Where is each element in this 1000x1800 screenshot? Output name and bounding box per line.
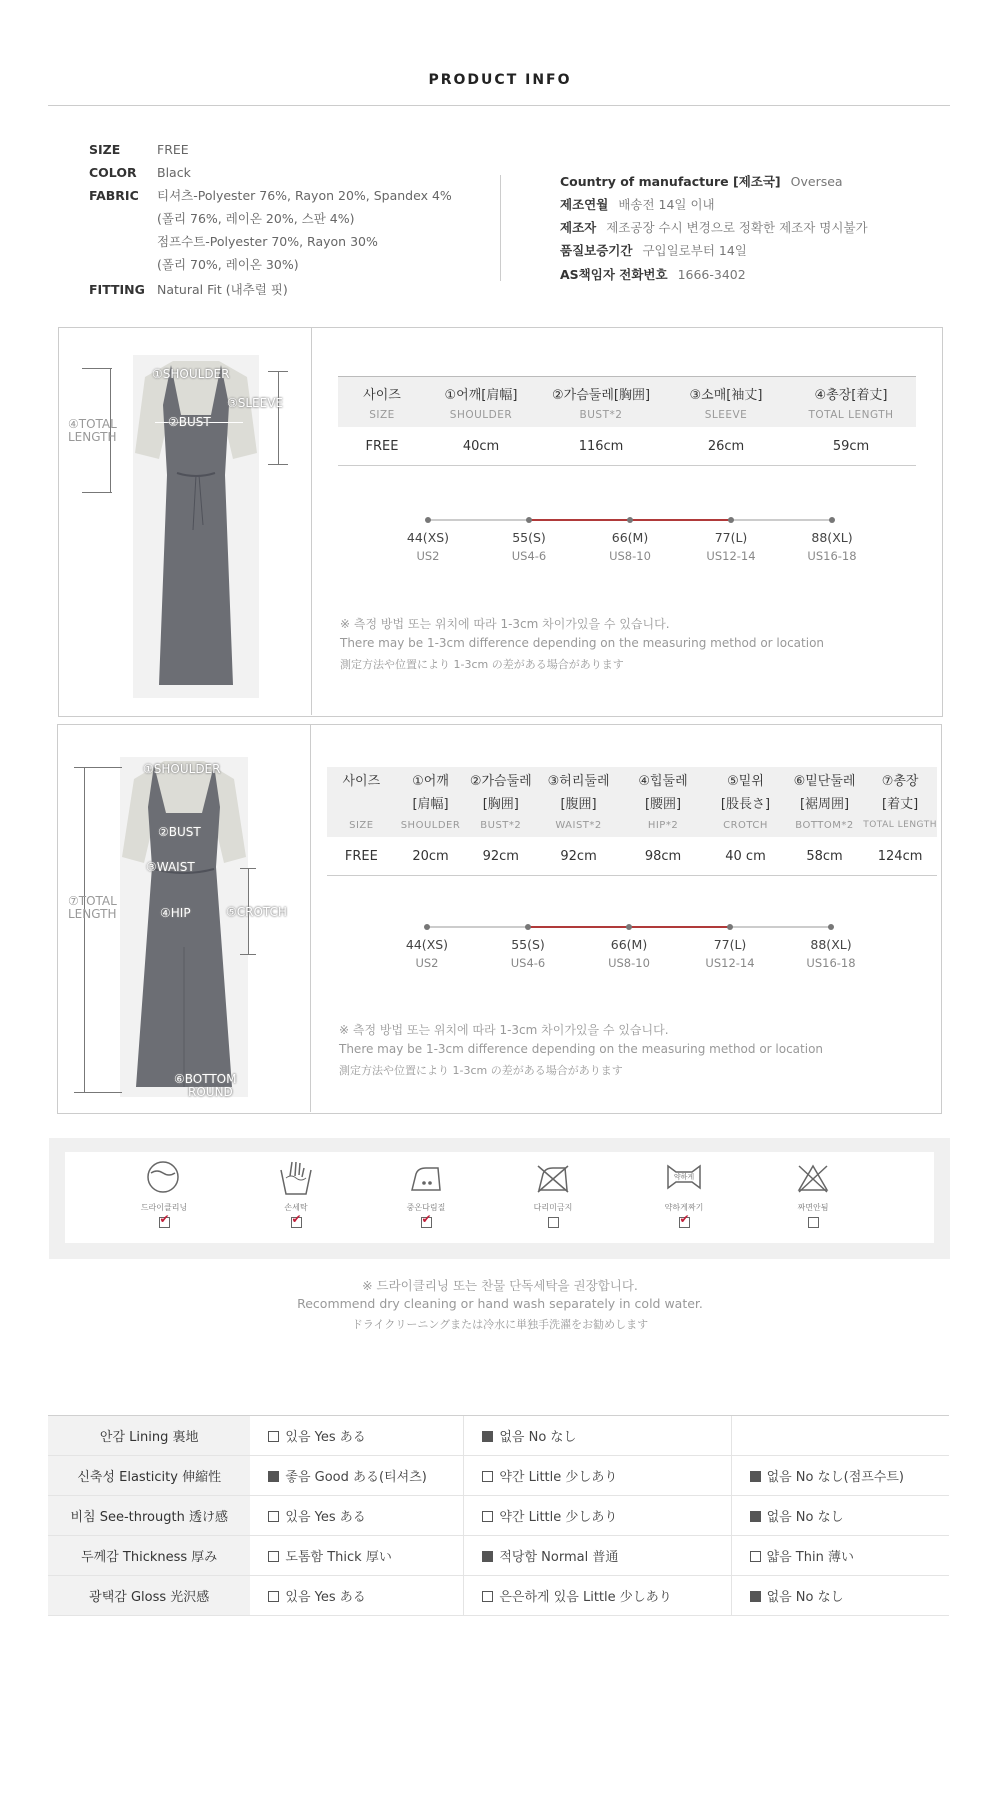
country-value: Oversea [790,174,843,189]
material-option [250,1576,463,1616]
option-label: 있음 Yes ある [285,1430,366,1445]
option-checkbox[interactable] [750,1511,761,1522]
total-length-tick [74,1092,122,1093]
table-header: 사이즈 [338,377,426,403]
page-title: PRODUCT INFO [428,72,572,88]
fitting-label: FITTING [89,282,145,297]
table-cell: 124cm [863,837,937,876]
care-item [386,1160,466,1232]
iron-medium-icon [408,1160,444,1196]
crotch-tick [240,954,256,955]
info-divider [500,175,501,281]
care-label: 손세탁 [284,1203,308,1212]
option-label: 도톰함 Thick 厚い [285,1550,392,1565]
shoulder-label: ①SHOULDER [152,367,230,381]
care-checkbox[interactable] [679,1212,690,1228]
spec-fitting [89,278,288,301]
material-option [464,1416,731,1456]
option-label: 약간 Little 少しあり [499,1510,618,1525]
option-checkbox[interactable] [482,1431,493,1442]
table-header: ③허리둘레 [536,767,621,791]
table-row [48,1496,949,1536]
material-option [250,1496,463,1536]
as-label: AS책임자 전화번호 [560,267,668,282]
size-scale-label: 44(XS) [406,530,450,545]
fabric-line: (폴리 70%, 레이온 30%) [157,257,299,272]
warranty-label: 품질보증기간 [560,243,633,258]
care-checkbox[interactable] [421,1212,432,1228]
table-subheader: TOTAL LENGTH [863,813,937,837]
spec-size [89,138,189,161]
size-scale-label: 77(L) [713,937,747,952]
table-cell: FREE [338,427,426,466]
table-header: 사이즈 [327,767,396,791]
spec-color [89,161,191,184]
option-label: 없음 No なし [499,1430,577,1445]
size-scale-label: 66(M) [611,530,649,545]
size-scale-dot [424,924,430,930]
date-label: 제조연월 [560,197,609,212]
table-header: ④힙둘레 [621,767,705,791]
material-option [464,1576,731,1616]
table-subheader: CROTCH [705,813,786,837]
table-cell: 59cm [786,427,916,466]
fabric-line: 점프수트-Polyester 70%, Rayon 30% [157,234,378,249]
table-header: ①어깨[肩幅] [426,377,536,403]
size-scale-us-label: US2 [415,956,439,970]
total-length-label: ⑦TOTAL [68,894,117,908]
manufacture-maker [560,218,868,236]
tshirt-size-table [338,377,916,466]
measure-note-en: There may be 1-3cm difference depending on the measuring method or location [340,636,825,650]
size-scale-label: 66(M) [610,937,648,952]
size-scale-us-label: US4-6 [510,956,546,970]
table-cell: 58cm [786,837,863,876]
table-subheader: SLEEVE [666,403,786,427]
table-cell: 20cm [396,837,466,876]
measure-note-kr: ※ 측정 방법 또는 위치에 따라 1-3cm 차이가있을 수 있습니다. [340,617,670,631]
wash-note-jp: ドライクリーニングまたは冷水に単独手洗濯をお勧めします [351,1318,649,1331]
option-checkbox[interactable] [268,1431,279,1442]
total-length-tick [82,492,112,493]
material-property-label: 두께감 Thickness 厚み [48,1536,250,1576]
option-label: 있음 Yes ある [285,1510,366,1525]
care-checkbox[interactable] [548,1217,559,1228]
size-scale-dot [829,517,835,523]
no-iron-icon [535,1160,571,1196]
as-value: 1666-3402 [677,267,746,282]
table-subheader: BUST*2 [465,813,536,837]
table-header [327,791,396,813]
material-option [731,1536,949,1576]
table-cell: 92cm [465,837,536,876]
table-row [48,1536,949,1576]
material-option [731,1496,949,1536]
bust-label: ②BUST [158,825,201,839]
option-checkbox[interactable] [482,1511,493,1522]
color-value: Black [157,165,191,180]
table-subheader: SHOULDER [426,403,536,427]
option-checkbox[interactable] [482,1591,493,1602]
bust-label: ②BUST [168,415,211,429]
sleeve-line [278,371,279,464]
shoulder-label: ①SHOULDER [143,762,221,776]
table-header: ④총장[着丈] [786,377,916,403]
size-value: FREE [157,142,189,157]
size-scale-dot [425,517,431,523]
table-row [48,1456,949,1496]
size-scale-label: 44(XS) [405,937,449,952]
table-cell: FREE [327,837,396,876]
table-cell: 98cm [621,837,705,876]
checkmark-icon: ✔ [159,1212,170,1226]
care-label: 드라이클리닝 [140,1203,188,1212]
checkmark-icon: ✔ [421,1212,432,1226]
material-option [250,1416,463,1456]
size-scale-dot [828,924,834,930]
color-label: COLOR [89,165,137,180]
table-header: [腰囲] [621,791,705,813]
table-header: [胸囲] [465,791,536,813]
checkmark-icon: ✔ [291,1212,302,1226]
material-property-label: 광택감 Gloss 光沢感 [48,1576,250,1616]
material-property-label: 신축성 Elasticity 伸縮性 [48,1456,250,1496]
care-item [124,1160,204,1232]
option-checkbox[interactable] [268,1591,279,1602]
total-length-label: LENGTH [68,430,117,444]
total-length-line [84,767,85,1092]
size-scale-us-label: US8-10 [609,549,651,563]
size-label: SIZE [89,142,121,157]
size-scale-label: 88(XL) [810,937,852,952]
option-label: 있음 Yes ある [285,1590,366,1605]
fabric-line: (폴리 76%, 레이온 20%, 스판 4%) [157,211,355,226]
table-subheader: BUST*2 [536,403,666,427]
material-option [464,1456,731,1496]
crotch-tick [240,868,256,869]
table-header: ①어깨 [396,767,466,791]
hip-label: ④HIP [160,906,191,920]
table-header: [肩幅] [396,791,466,813]
material-option [731,1416,949,1456]
table-cell: 116cm [536,427,666,466]
care-label: 중온다림질 [406,1203,446,1212]
material-property-label: 안감 Lining 裏地 [48,1416,250,1456]
option-label: 얇음 Thin 薄い [766,1550,854,1565]
size-scale-label: 55(S) [511,937,545,952]
measure-note-jp: 測定方法や位置により 1-3cm の差がある場合があります [340,658,624,671]
table-header: ②가슴둘레[胸囲] [536,377,666,403]
option-label: 좋음 Good ある(티셔츠) [285,1470,427,1485]
sleeve-label: ③SLEEVE [227,396,284,410]
care-item [644,1160,724,1232]
total-length-tick [74,767,122,768]
crotch-label: ⑤CROTCH [226,905,287,919]
care-label: 짜면안됨 [797,1203,829,1212]
care-checkbox[interactable] [291,1212,302,1228]
size-scale-us-label: US2 [416,549,440,563]
size-scale-us-label: US8-10 [608,956,650,970]
option-checkbox[interactable] [750,1591,761,1602]
manufacture-as [560,265,746,283]
warranty-value: 구입일로부터 14일 [642,243,747,258]
size-scale-us-label: US16-18 [806,956,856,970]
care-label: 다리미금지 [533,1203,573,1212]
dry-cleaning-icon [146,1160,182,1196]
jumpsuit-garment-image [120,757,248,1097]
bottom-round-label: ⑥BOTTOM [174,1072,237,1086]
fabric-label: FABRIC [89,188,139,203]
material-option [731,1576,949,1616]
table-subheader: BOTTOM*2 [786,813,863,837]
material-option [731,1456,949,1496]
material-properties-table [48,1416,949,1616]
table-subheader: SHOULDER [396,813,466,837]
panel-divider [310,725,311,1112]
waist-label: ③WAIST [146,860,195,874]
table-cell: 40 cm [705,837,786,876]
manufacture-warranty [560,241,747,259]
date-value: 배송전 14일 이내 [618,197,715,212]
table-subheader: HIP*2 [621,813,705,837]
material-option [464,1496,731,1536]
care-item [513,1160,593,1232]
fitting-value: Natural Fit (내추럴 핏) [157,282,288,297]
maker-value: 제조공장 수시 변경으로 정확한 제조자 명시불가 [606,220,868,235]
measure-note-en: There may be 1-3cm difference depending on the measuring method or location [339,1042,824,1056]
option-label: 없음 No なし [766,1510,844,1525]
option-label: 적당함 Normal 普通 [499,1550,619,1565]
option-checkbox[interactable] [750,1551,761,1562]
table-header: [裾周囲] [786,791,863,813]
wash-note-kr: ※ 드라이클리닝 또는 찬물 단독세탁을 권장합니다. [362,1278,638,1293]
table-header: [股長さ] [705,791,786,813]
table-top-border [338,376,916,377]
table-header: ②가슴둘레 [465,767,536,791]
table-cell: 40cm [426,427,536,466]
size-scale-us-label: US12-14 [705,956,755,970]
size-scale-dot [526,517,532,523]
wash-note-en: Recommend dry cleaning or hand wash separately in cold water. [297,1296,703,1311]
care-item [256,1160,336,1232]
table-cell: 92cm [536,837,621,876]
jumpsuit-size-table [327,767,937,876]
spec-fabric [89,184,452,207]
total-length-label: ④TOTAL [68,417,117,431]
size-scale-us-label: US16-18 [807,549,857,563]
table-row [48,1416,949,1456]
panel-divider [311,328,312,715]
option-checkbox[interactable] [268,1551,279,1562]
table-subheader: SIZE [327,813,396,837]
size-scale-label: 77(L) [714,530,748,545]
size-scale-dot [727,924,733,930]
table-header: ⑦총장 [863,767,937,791]
option-label: 약간 Little 少しあり [499,1470,618,1485]
table-header: [腹囲] [536,791,621,813]
option-checkbox[interactable] [482,1471,493,1482]
maker-label: 제조자 [560,220,597,235]
measure-note-kr: ※ 측정 방법 또는 위치에 따라 1-3cm 차이가있을 수 있습니다. [339,1023,669,1037]
option-checkbox[interactable] [750,1471,761,1482]
table-subheader: WAIST*2 [536,813,621,837]
table-header: ⑤밑위 [705,767,786,791]
option-label: 없음 No なし(점프수트) [766,1470,904,1485]
measure-note-jp: 測定方法や位置により 1-3cm の差がある場合があります [339,1064,623,1077]
sleeve-tick [268,371,288,372]
country-label: Country of manufacture [제조국] [560,174,781,189]
table-header: [着丈] [863,791,937,813]
table-cell: 26cm [666,427,786,466]
total-length-tick [82,368,112,369]
care-checkbox[interactable] [159,1212,170,1228]
no-bleach-icon [795,1160,831,1196]
bottom-round-label: ROUND [188,1085,233,1099]
fabric-line: 티셔츠-Polyester 76%, Rayon 20%, Spandex 4% [157,188,452,203]
material-option [250,1456,463,1496]
size-scale-us-label: US4-6 [511,549,547,563]
care-icon-text: 약하게 [673,1173,695,1181]
title-divider [48,105,950,106]
option-checkbox[interactable] [482,1551,493,1562]
size-scale-dot [626,924,632,930]
table-header: ⑥밑단둘레 [786,767,863,791]
option-label: 없음 No なし [766,1590,844,1605]
hand-wash-icon [278,1160,314,1196]
table-header: ③소매[袖丈] [666,377,786,403]
material-option [250,1536,463,1576]
material-option [464,1536,731,1576]
manufacture-date [560,195,715,213]
table-row [48,1576,949,1616]
size-scale-label: 55(S) [512,530,546,545]
option-label: 은은하게 있음 Little 少しあり [499,1590,672,1605]
table-subheader: SIZE [338,403,426,427]
checkmark-icon: ✔ [679,1212,690,1226]
option-checkbox[interactable] [268,1471,279,1482]
care-item [773,1160,853,1232]
size-scale-dot [525,924,531,930]
material-property-label: 비침 See-througth 透け感 [48,1496,250,1536]
manufacture-country [560,172,843,190]
care-checkbox[interactable] [808,1217,819,1228]
size-scale-label: 88(XL) [811,530,853,545]
total-length-label: LENGTH [68,907,117,921]
size-scale-us-label: US12-14 [706,549,756,563]
option-checkbox[interactable] [268,1511,279,1522]
sleeve-tick [268,464,288,465]
size-scale-dot [728,517,734,523]
table-subheader: TOTAL LENGTH [786,403,916,427]
care-label: 약하게짜기 [664,1203,704,1212]
size-scale-dot [627,517,633,523]
